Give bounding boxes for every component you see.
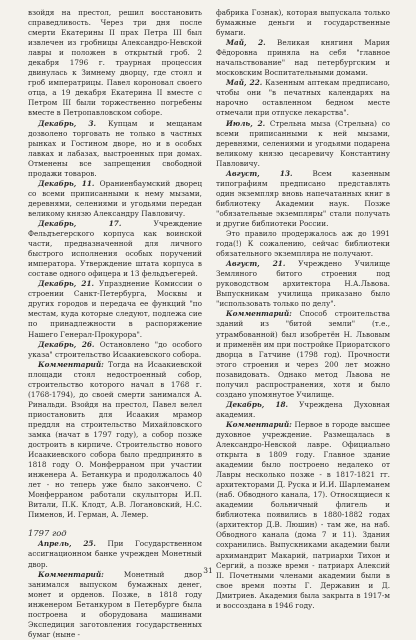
- paragraph-text: фабрика Гознак), которая выпускала только бумажные деньги и государственные бумаги.: [216, 8, 390, 38]
- comment-text: Первое в городе высшее духовное учреждение. Размещалась в Александро-Невской лавре. Официально открыта в 1809 году. Главное здание академии было построено недалеко от Лавры несколько позже - в 1817-1821 гг. архитекторами Д. Руска и И.И. Шарлеманем (наб. Обводного канала, 17). Относящиеся к академии больничный флигель и библиотека появились в 1880-1882 годах (архитектор Д.В. Люшин) - там же, на наб. Обводного канала (дома 7 и 11). Здания сохранились. Выпускниками академии были архимандрит Макарий, патриархи Тихон и Сергий, а позже время - патриарх Алексий II. Почетными членами академии были в свое время поэты Г. Державин и Д. Дмитриев. Академия была закрыта в 1917-м и воссоздана в 1946 году.: [216, 419, 390, 610]
- entry-date: Июль, 2.: [226, 118, 266, 128]
- entry-date: Май, 2.: [226, 38, 266, 48]
- entry-paragraph: [28, 279, 202, 339]
- paragraph: [216, 229, 390, 259]
- entry-text: Всем казенным типографиям предписано представлять один экземпляр вновь напечатанных книг в библиотеку Академии наук. Позже "обязательные экземпляры" стали получать и другие библиотеки России.: [216, 168, 390, 228]
- paragraph: [216, 8, 390, 38]
- entry-text: Ораниенбаумский дворец со всеми приписанными к нему мызами, деревнями, селениями и угодьями передан великому князю Александру Павловичу.: [28, 178, 202, 218]
- entry-date: Декабрь, 18.: [226, 399, 289, 409]
- entry-text: При Государственном ассигнационном банке учрежден Монетный двор.: [28, 539, 203, 569]
- entry-date: Август, 13.: [226, 168, 293, 178]
- entry-paragraph: [28, 119, 202, 179]
- comment-label: Комментарий:: [38, 569, 104, 579]
- entry-date: Декабрь, 21.: [38, 279, 95, 289]
- entry-text: Учреждено Училище Земляного битого строения под руководством архитектора Н.А.Львова. Выпускникам училища приказано было "использовать только по делу".: [216, 259, 390, 309]
- entry-text: Великая княгиня Мария Фёдоровна приняла на себя "главное начальствование" над петербургским и московским Воспитательными домами.: [216, 38, 390, 78]
- entry-paragraph: [28, 340, 202, 360]
- entry-text: Казенным аптекам предписано, чтобы они "в печатных календарях на нарочно оставленном бедном месте отмечали при отпуске лекарства".: [216, 78, 390, 118]
- entry-paragraph: [216, 119, 390, 169]
- comment-paragraph: [28, 360, 202, 521]
- paragraph-text: Это правило продержалось аж до 1991 года(!) К сожалению, сейчас библиотеки обязательного экземпляра не получают.: [216, 229, 390, 259]
- entry-text: Учреждена Духовная академия.: [216, 399, 391, 419]
- entry-date: Декабрь, 11.: [38, 178, 95, 188]
- entry-date: Декабрь, 26.: [38, 339, 95, 349]
- entry-paragraph: [28, 219, 202, 279]
- paragraph: [28, 8, 202, 119]
- entry-date: Август, 21.: [226, 259, 286, 269]
- comment-label: Комментарий:: [226, 309, 292, 319]
- entry-date: Декабрь, 17.: [38, 218, 122, 228]
- entry-paragraph: [28, 179, 202, 219]
- paragraph-text: взойдя на престол, решил восстановить справедливость. Через три дня после смерти Екатерины II прах Петра III был извлечен из гробницы Александро-Невской лавры и положен в открытый гроб. 2 декабря 1796 г. траурная процессия двинулась к Зимнему дворцу, где стоял и гроб императрицы. Павел короновал своего отца, а 19 декабря Екатерина II вместе с Петром III были торжественно погребены вместе в Петропавловском соборе.: [28, 8, 202, 118]
- entry-date: Декабрь, 3.: [38, 118, 97, 128]
- comment-paragraph: [216, 420, 390, 611]
- entry-paragraph: [216, 259, 390, 309]
- comment-text: Способ строительства зданий из "битой земли" (т.е., утрамбованной) был изобретён Н. Львовым и применён им при постройке Приоратского дворца в Гатчине (1798 год). Прочности этого строения и через 200 лет можно позавидовать. Однако метод Львова не получил распространения, хотя и было создано упомянутое Училище.: [216, 309, 390, 399]
- comment-text: Монетный двор занимался выпуском бумажных денег, монет и орденов. Позже, в 1818 году инженером Бетанкуром в Петербурге была построена и оборудована машинами Экспедиция заготовления государственных бумаг (ныне -: [28, 569, 202, 639]
- entry-date: Май, 22.: [226, 78, 263, 88]
- comment-label: Комментарий:: [38, 359, 104, 369]
- entry-paragraph: [216, 78, 390, 118]
- entry-date: Апрель, 25.: [38, 539, 96, 549]
- page-number: 31: [203, 566, 213, 575]
- entry-paragraph: [216, 38, 390, 78]
- entry-paragraph: [216, 400, 390, 420]
- entry-text: Упразднение Комиссии о строении Санкт-Петербурга, Москвы и других городов и передача ее функций "по местам, куда которые следуют, подлежа сие по принадлежности в распоряжение Нашего Генерал-Прокурора".: [28, 279, 202, 339]
- year-heading: 1797 год: [28, 528, 67, 539]
- entry-paragraph: [216, 169, 390, 229]
- comment-paragraph: [216, 309, 390, 399]
- comment-label: Комментарий:: [226, 419, 292, 429]
- entry-text: Купцам и мещанам дозволено торговать не только в частных рынках и Гостином дворе, но и в особых лавках и лабазах, выстроенных при домах. Отменены все запрещения свободной продажи товаров.: [28, 118, 202, 178]
- comment-paragraph: [28, 570, 202, 640]
- entry-text: Стрельна мыза (Стрельна) со всеми приписанными к ней мызами, деревнями, селениями и угодьями подарена великому князю цесаревичу Константину Павловичу.: [216, 118, 390, 168]
- left-column: [28, 8, 202, 640]
- entry-text: Остановлено "до особого указа" строительство Исаакиевского собора.: [28, 339, 202, 359]
- entry-text: Учреждение Фельдъегерского корпуса как воинской части, предназначенной для личного быстрого исполнения особых поручений императора. Утверждение штата корпуса в составе одного офицера и 13 фельдъегерей.: [28, 218, 202, 279]
- right-column: [216, 8, 390, 611]
- comment-text: Тогда на Исаакиевской площади стоял недостроенный собор, строительство которого начал в 1768 г. (1768-1794), до своей смерти занимался А. Ринальди. Взойдя на престол, Павел велел приостановить для Исаакия мрамор преддля на строительство Михайловского замка (начат в 1797 году), а собор позже достроить в кирпиче. Строительство нового Исаакиевского собора было предпринято в 1818 году О. Монферраном при участии инженера А. Бетанкура и продолжалось 40 лет - но теперь уже было закончено. С Монферраном работали скульпторы И.П. Витали, П.К. Клодт, А.В. Логановский, Н.С. Пименов, И. Герман, А. Лемер.: [28, 359, 202, 520]
